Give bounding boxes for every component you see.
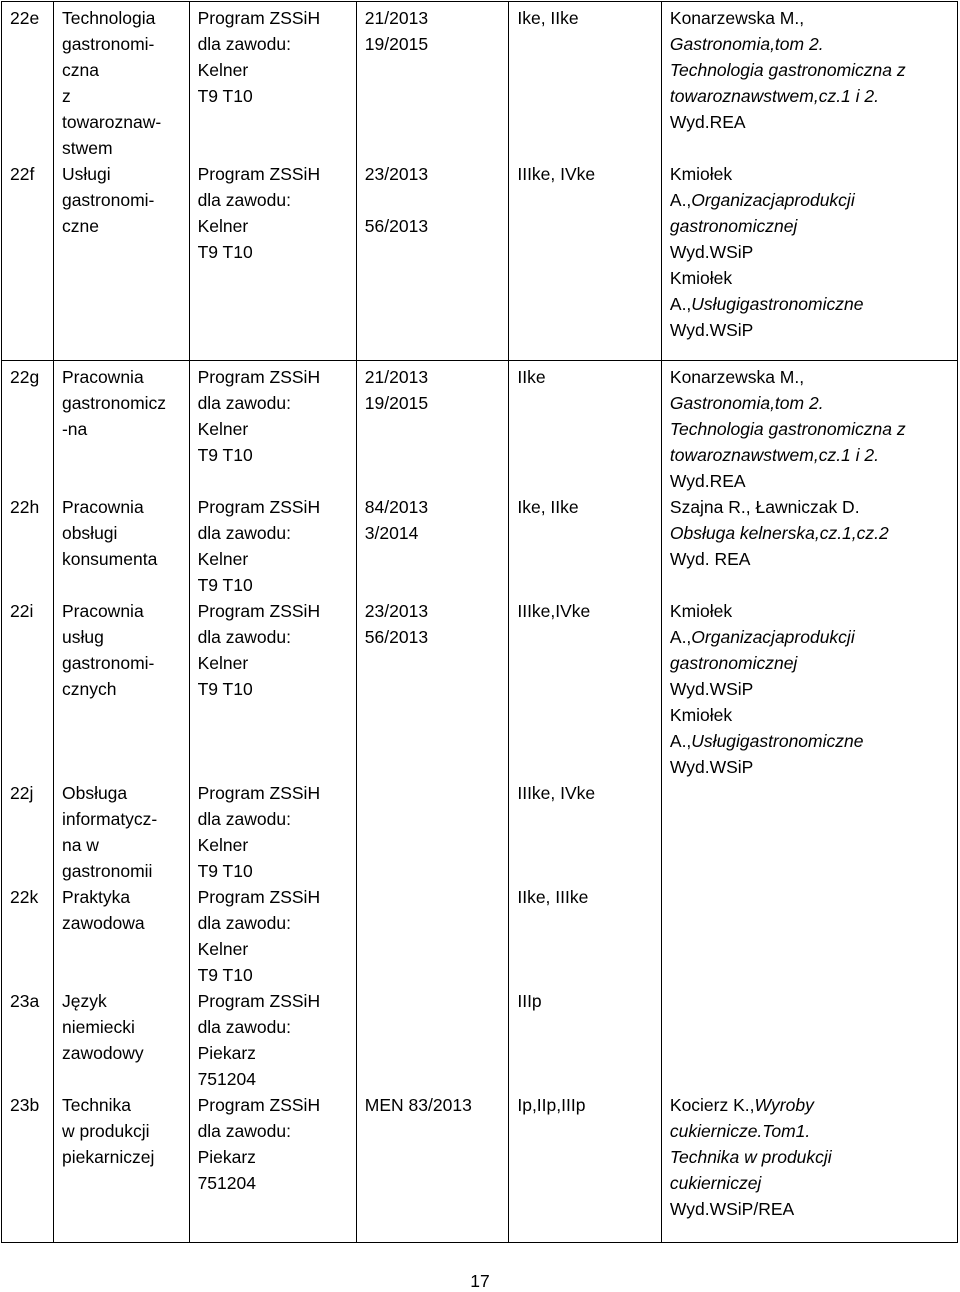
- book-line: [670, 1196, 949, 1222]
- page-number: 17: [470, 1271, 490, 1291]
- program-line: T9 T10: [197, 86, 253, 106]
- numbers-line: 3/2014: [364, 523, 419, 543]
- program-line: Program ZSSiH: [197, 497, 321, 517]
- entry-numbers: [365, 988, 501, 1092]
- book-text: gastronomicznej: [669, 216, 798, 236]
- program-line: Program ZSSiH: [197, 887, 321, 907]
- book-line: [670, 442, 949, 468]
- program-line: Program ZSSiH: [197, 783, 321, 803]
- program-line: Kelner: [197, 939, 249, 959]
- entry-program: [198, 780, 348, 884]
- book-line: [670, 1092, 949, 1118]
- entry-code: [10, 494, 45, 598]
- book-line: [670, 1144, 949, 1170]
- entry-program: [198, 161, 348, 343]
- book-line: [670, 239, 949, 265]
- book-text: Kmiołek: [669, 705, 733, 725]
- subject-line: Język: [61, 991, 107, 1011]
- book-text: Gastronomia,tom 2.: [669, 393, 824, 413]
- book-text: towaroznawstwem,cz.1 i 2.: [669, 86, 879, 106]
- program-line: Kelner: [197, 419, 249, 439]
- entry-program: [198, 494, 348, 598]
- subject-line: niemiecki: [61, 1017, 135, 1037]
- numbers-line: 19/2015: [364, 34, 429, 54]
- table-row: [2, 2, 958, 361]
- book-line: [670, 109, 949, 135]
- entry-program: [198, 364, 348, 494]
- book-line: [670, 83, 949, 109]
- book-text: Szajna R., Ławniczak D.: [669, 497, 860, 517]
- book-text: towaroznawstwem,cz.1 i 2.: [669, 445, 879, 465]
- subject-line: z: [61, 86, 71, 106]
- entry-code: 22h: [10, 497, 40, 517]
- subject-line: Pracownia: [61, 497, 144, 517]
- entry-numbers: [365, 5, 501, 161]
- entry-books: [670, 780, 949, 884]
- entry-subject: [62, 494, 181, 598]
- numbers-line: 23/2013: [364, 601, 429, 621]
- entry-code: 22k: [10, 887, 39, 907]
- book-text: gastronomicznej: [669, 653, 798, 673]
- numbers-line: 56/2013: [364, 216, 429, 236]
- book-line: [670, 317, 949, 343]
- entry-program: [198, 884, 348, 988]
- book-line: [670, 754, 949, 780]
- subject-line: cznych: [61, 679, 117, 699]
- entry-code: [10, 1092, 45, 1222]
- entry-books: [670, 5, 949, 161]
- subject-line: Usługi: [61, 164, 111, 184]
- entry-classes: [517, 780, 653, 884]
- program-cell: [189, 2, 356, 361]
- book-text: Technologia gastronomiczna z: [669, 60, 906, 80]
- program-line: dla zawodu:: [197, 393, 291, 413]
- book-text: Wyd.WSiP: [669, 757, 754, 777]
- program-line: Kelner: [197, 835, 249, 855]
- classes-cell: [509, 361, 662, 1243]
- book-text: Konarzewska M.,: [669, 367, 805, 387]
- entry-code: 23b: [10, 1095, 40, 1115]
- program-line: dla zawodu:: [197, 809, 291, 829]
- subject-line: Praktyka: [61, 887, 131, 907]
- books-cell: [661, 361, 957, 1243]
- book-text: Kmiołek: [669, 164, 733, 184]
- entry-classes: [517, 364, 653, 494]
- program-line: dla zawodu:: [197, 34, 291, 54]
- entry-books: [670, 1092, 949, 1222]
- entry-code: 23a: [10, 991, 40, 1011]
- book-text: A.,: [669, 294, 692, 314]
- subject-line: Pracownia: [61, 601, 144, 621]
- book-line: [670, 1170, 949, 1196]
- program-line: 751204: [197, 1173, 256, 1193]
- program-line: Program ZSSiH: [197, 1095, 321, 1115]
- entry-books: [670, 494, 949, 598]
- entry-code: [10, 884, 45, 988]
- program-line: dla zawodu:: [197, 913, 291, 933]
- classes-line: Ip,IIp,IIIp: [517, 1095, 586, 1115]
- entry-books: [670, 161, 949, 343]
- book-text: A.,: [669, 731, 692, 751]
- entry-program: [198, 1092, 348, 1222]
- numbers-line: 19/2015: [364, 393, 429, 413]
- book-text: Wyroby: [754, 1095, 814, 1115]
- book-line: [670, 364, 949, 390]
- classes-line: IIIke, IVke: [517, 164, 596, 184]
- entry-books: [670, 598, 949, 780]
- classes-line: IIIke,IVke: [517, 601, 591, 621]
- entry-subject: [62, 884, 181, 988]
- entry-subject: [62, 780, 181, 884]
- entry-numbers: [365, 364, 501, 494]
- book-text: Kmiołek: [669, 268, 733, 288]
- entry-code: [10, 161, 45, 343]
- book-text: A.,: [669, 190, 692, 210]
- subject-line: -na: [61, 419, 88, 439]
- book-text: A.,: [669, 627, 692, 647]
- subject-line: gastronomi-: [61, 190, 155, 210]
- schedule-table-wrapper: [1, 1, 958, 1243]
- entry-code: [10, 5, 45, 161]
- subject-line: zawodowy: [61, 1043, 144, 1063]
- subject-line: zawodowa: [61, 913, 145, 933]
- entry-numbers: [365, 1092, 501, 1222]
- book-text: Technologia gastronomiczna z: [669, 419, 906, 439]
- subject-line: na w: [61, 835, 99, 855]
- book-line: [670, 494, 949, 520]
- numbers-cell: [356, 2, 509, 361]
- program-line: dla zawodu:: [197, 1017, 291, 1037]
- subject-cell: [53, 361, 189, 1243]
- book-line: [670, 468, 949, 494]
- book-text: cukierniczej: [669, 1173, 762, 1193]
- numbers-line: MEN 83/2013: [364, 1095, 472, 1115]
- subject-line: czna: [61, 60, 99, 80]
- subject-line: usług: [61, 627, 104, 647]
- numbers-cell: [356, 361, 509, 1243]
- classes-line: IIke, IIIke: [517, 887, 589, 907]
- book-line: [670, 598, 949, 624]
- book-line: [670, 676, 949, 702]
- entry-code: 22i: [10, 601, 34, 621]
- subject-line: w produkcji: [61, 1121, 150, 1141]
- entry-program: [198, 5, 348, 161]
- book-line: [670, 650, 949, 676]
- book-text: Wyd.REA: [669, 112, 746, 132]
- code-cell: [2, 361, 54, 1243]
- book-text: Wyd.WSiP: [669, 242, 754, 262]
- subject-line: gastronomii: [61, 861, 153, 881]
- book-text: Wyd.REA: [669, 471, 746, 491]
- book-text: Obsługa kelnerska,cz.1,cz.2: [669, 523, 889, 543]
- program-line: T9 T10: [197, 445, 253, 465]
- classes-line: IIIp: [517, 991, 542, 1011]
- book-line: [670, 624, 949, 650]
- subject-line: gastronomi-: [61, 653, 155, 673]
- entry-subject: [62, 598, 181, 780]
- book-line: [670, 520, 949, 546]
- entry-subject: [62, 1092, 181, 1222]
- book-line: [670, 546, 949, 572]
- book-line: [670, 702, 949, 728]
- entry-code: 22g: [10, 367, 40, 387]
- entry-numbers: [365, 780, 501, 884]
- program-line: Kelner: [197, 216, 249, 236]
- subject-cell: [53, 2, 189, 361]
- classes-cell: [509, 2, 662, 361]
- entry-numbers: [365, 161, 501, 343]
- entry-books: [670, 364, 949, 494]
- subject-line: towaroznaw-: [61, 112, 162, 132]
- subject-line: Pracownia: [61, 367, 144, 387]
- entry-classes: [517, 5, 653, 161]
- subject-line: Technika: [61, 1095, 132, 1115]
- program-line: dla zawodu:: [197, 1121, 291, 1141]
- program-line: 751204: [197, 1069, 256, 1089]
- entry-classes: [517, 494, 653, 598]
- book-text: Konarzewska M.,: [669, 8, 805, 28]
- book-line: [670, 213, 949, 239]
- subject-line: stwem: [61, 138, 113, 158]
- program-line: Kelner: [197, 549, 249, 569]
- entry-numbers: [365, 884, 501, 988]
- entry-classes: [517, 598, 653, 780]
- program-line: Program ZSSiH: [197, 164, 321, 184]
- program-line: Kelner: [197, 60, 249, 80]
- program-line: Piekarz: [197, 1043, 256, 1063]
- program-line: dla zawodu:: [197, 190, 291, 210]
- subject-line: czne: [61, 216, 99, 236]
- numbers-line: 56/2013: [364, 627, 429, 647]
- book-text: Wyd.WSiP: [669, 679, 754, 699]
- numbers-line: 21/2013: [364, 8, 429, 28]
- book-line: [670, 161, 949, 187]
- subject-line: informatycz-: [61, 809, 158, 829]
- subject-line: obsługi: [61, 523, 118, 543]
- entry-code: [10, 988, 45, 1092]
- program-line: T9 T10: [197, 965, 253, 985]
- program-line: dla zawodu:: [197, 523, 291, 543]
- book-line: [670, 5, 949, 31]
- program-line: T9 T10: [197, 679, 253, 699]
- books-cell: [661, 2, 957, 361]
- book-text: Wyd.WSiP: [669, 320, 754, 340]
- subject-line: konsumenta: [61, 549, 158, 569]
- program-line: Kelner: [197, 653, 249, 673]
- entry-subject: [62, 5, 181, 161]
- entry-subject: [62, 988, 181, 1092]
- book-line: [670, 57, 949, 83]
- book-line: [670, 1118, 949, 1144]
- classes-line: IIke: [517, 367, 546, 387]
- book-line: [670, 291, 949, 317]
- entry-subject: [62, 364, 181, 494]
- entry-code: [10, 598, 45, 780]
- entry-code: [10, 364, 45, 494]
- book-text: Organizacjaprodukcji: [691, 190, 855, 210]
- book-line: [670, 31, 949, 57]
- entry-numbers: [365, 494, 501, 598]
- entry-code: 22j: [10, 783, 34, 803]
- book-text: Kocierz K.,: [669, 1095, 755, 1115]
- subject-line: gastronomi-: [61, 34, 155, 54]
- table-row: [2, 361, 958, 1243]
- program-line: Program ZSSiH: [197, 601, 321, 621]
- textbook-schedule-table: [1, 1, 958, 1243]
- classes-line: IIIke, IVke: [517, 783, 596, 803]
- subject-line: Technologia: [61, 8, 156, 28]
- entry-classes: [517, 988, 653, 1092]
- classes-line: Ike, IIke: [517, 8, 579, 28]
- book-line: [670, 187, 949, 213]
- entry-program: [198, 988, 348, 1092]
- entry-classes: [517, 161, 653, 343]
- book-text: Gastronomia,tom 2.: [669, 34, 824, 54]
- subject-line: gastronomicz: [61, 393, 167, 413]
- entry-classes: [517, 1092, 653, 1222]
- entry-code: [10, 780, 45, 884]
- book-text: Kmiołek: [669, 601, 733, 621]
- entry-books: [670, 884, 949, 988]
- book-line: [670, 390, 949, 416]
- book-text: Wyd.WSiP/REA: [669, 1199, 795, 1219]
- book-text: Organizacjaprodukcji: [691, 627, 855, 647]
- program-line: T9 T10: [197, 242, 253, 262]
- book-text: Wyd. REA: [669, 549, 751, 569]
- code-cell: [2, 2, 54, 361]
- book-text: cukiernicze.Tom1.: [669, 1121, 811, 1141]
- program-line: T9 T10: [197, 575, 253, 595]
- table-body: [2, 2, 958, 1243]
- entry-classes: [517, 884, 653, 988]
- numbers-line: 84/2013: [364, 497, 429, 517]
- program-line: T9 T10: [197, 861, 253, 881]
- entry-numbers: [365, 598, 501, 780]
- program-line: Program ZSSiH: [197, 991, 321, 1011]
- book-line: [670, 728, 949, 754]
- program-line: dla zawodu:: [197, 627, 291, 647]
- entry-code: 22f: [10, 164, 35, 184]
- entry-subject: [62, 161, 181, 343]
- entry-program: [198, 598, 348, 780]
- book-line: [670, 416, 949, 442]
- numbers-line: 21/2013: [364, 367, 429, 387]
- subject-line: Obsługa: [61, 783, 128, 803]
- book-text: Technika w produkcji: [669, 1147, 832, 1167]
- program-line: Program ZSSiH: [197, 367, 321, 387]
- program-cell: [189, 361, 356, 1243]
- program-line: Program ZSSiH: [197, 8, 321, 28]
- numbers-line: [365, 187, 501, 213]
- subject-line: piekarniczej: [61, 1147, 155, 1167]
- numbers-line: 23/2013: [364, 164, 429, 184]
- program-line: Piekarz: [197, 1147, 256, 1167]
- book-text: Usługigastronomiczne: [691, 294, 864, 314]
- book-text: Usługigastronomiczne: [691, 731, 864, 751]
- entry-books: [670, 988, 949, 1092]
- classes-line: Ike, IIke: [517, 497, 579, 517]
- book-line: [670, 265, 949, 291]
- entry-code: 22e: [10, 8, 40, 28]
